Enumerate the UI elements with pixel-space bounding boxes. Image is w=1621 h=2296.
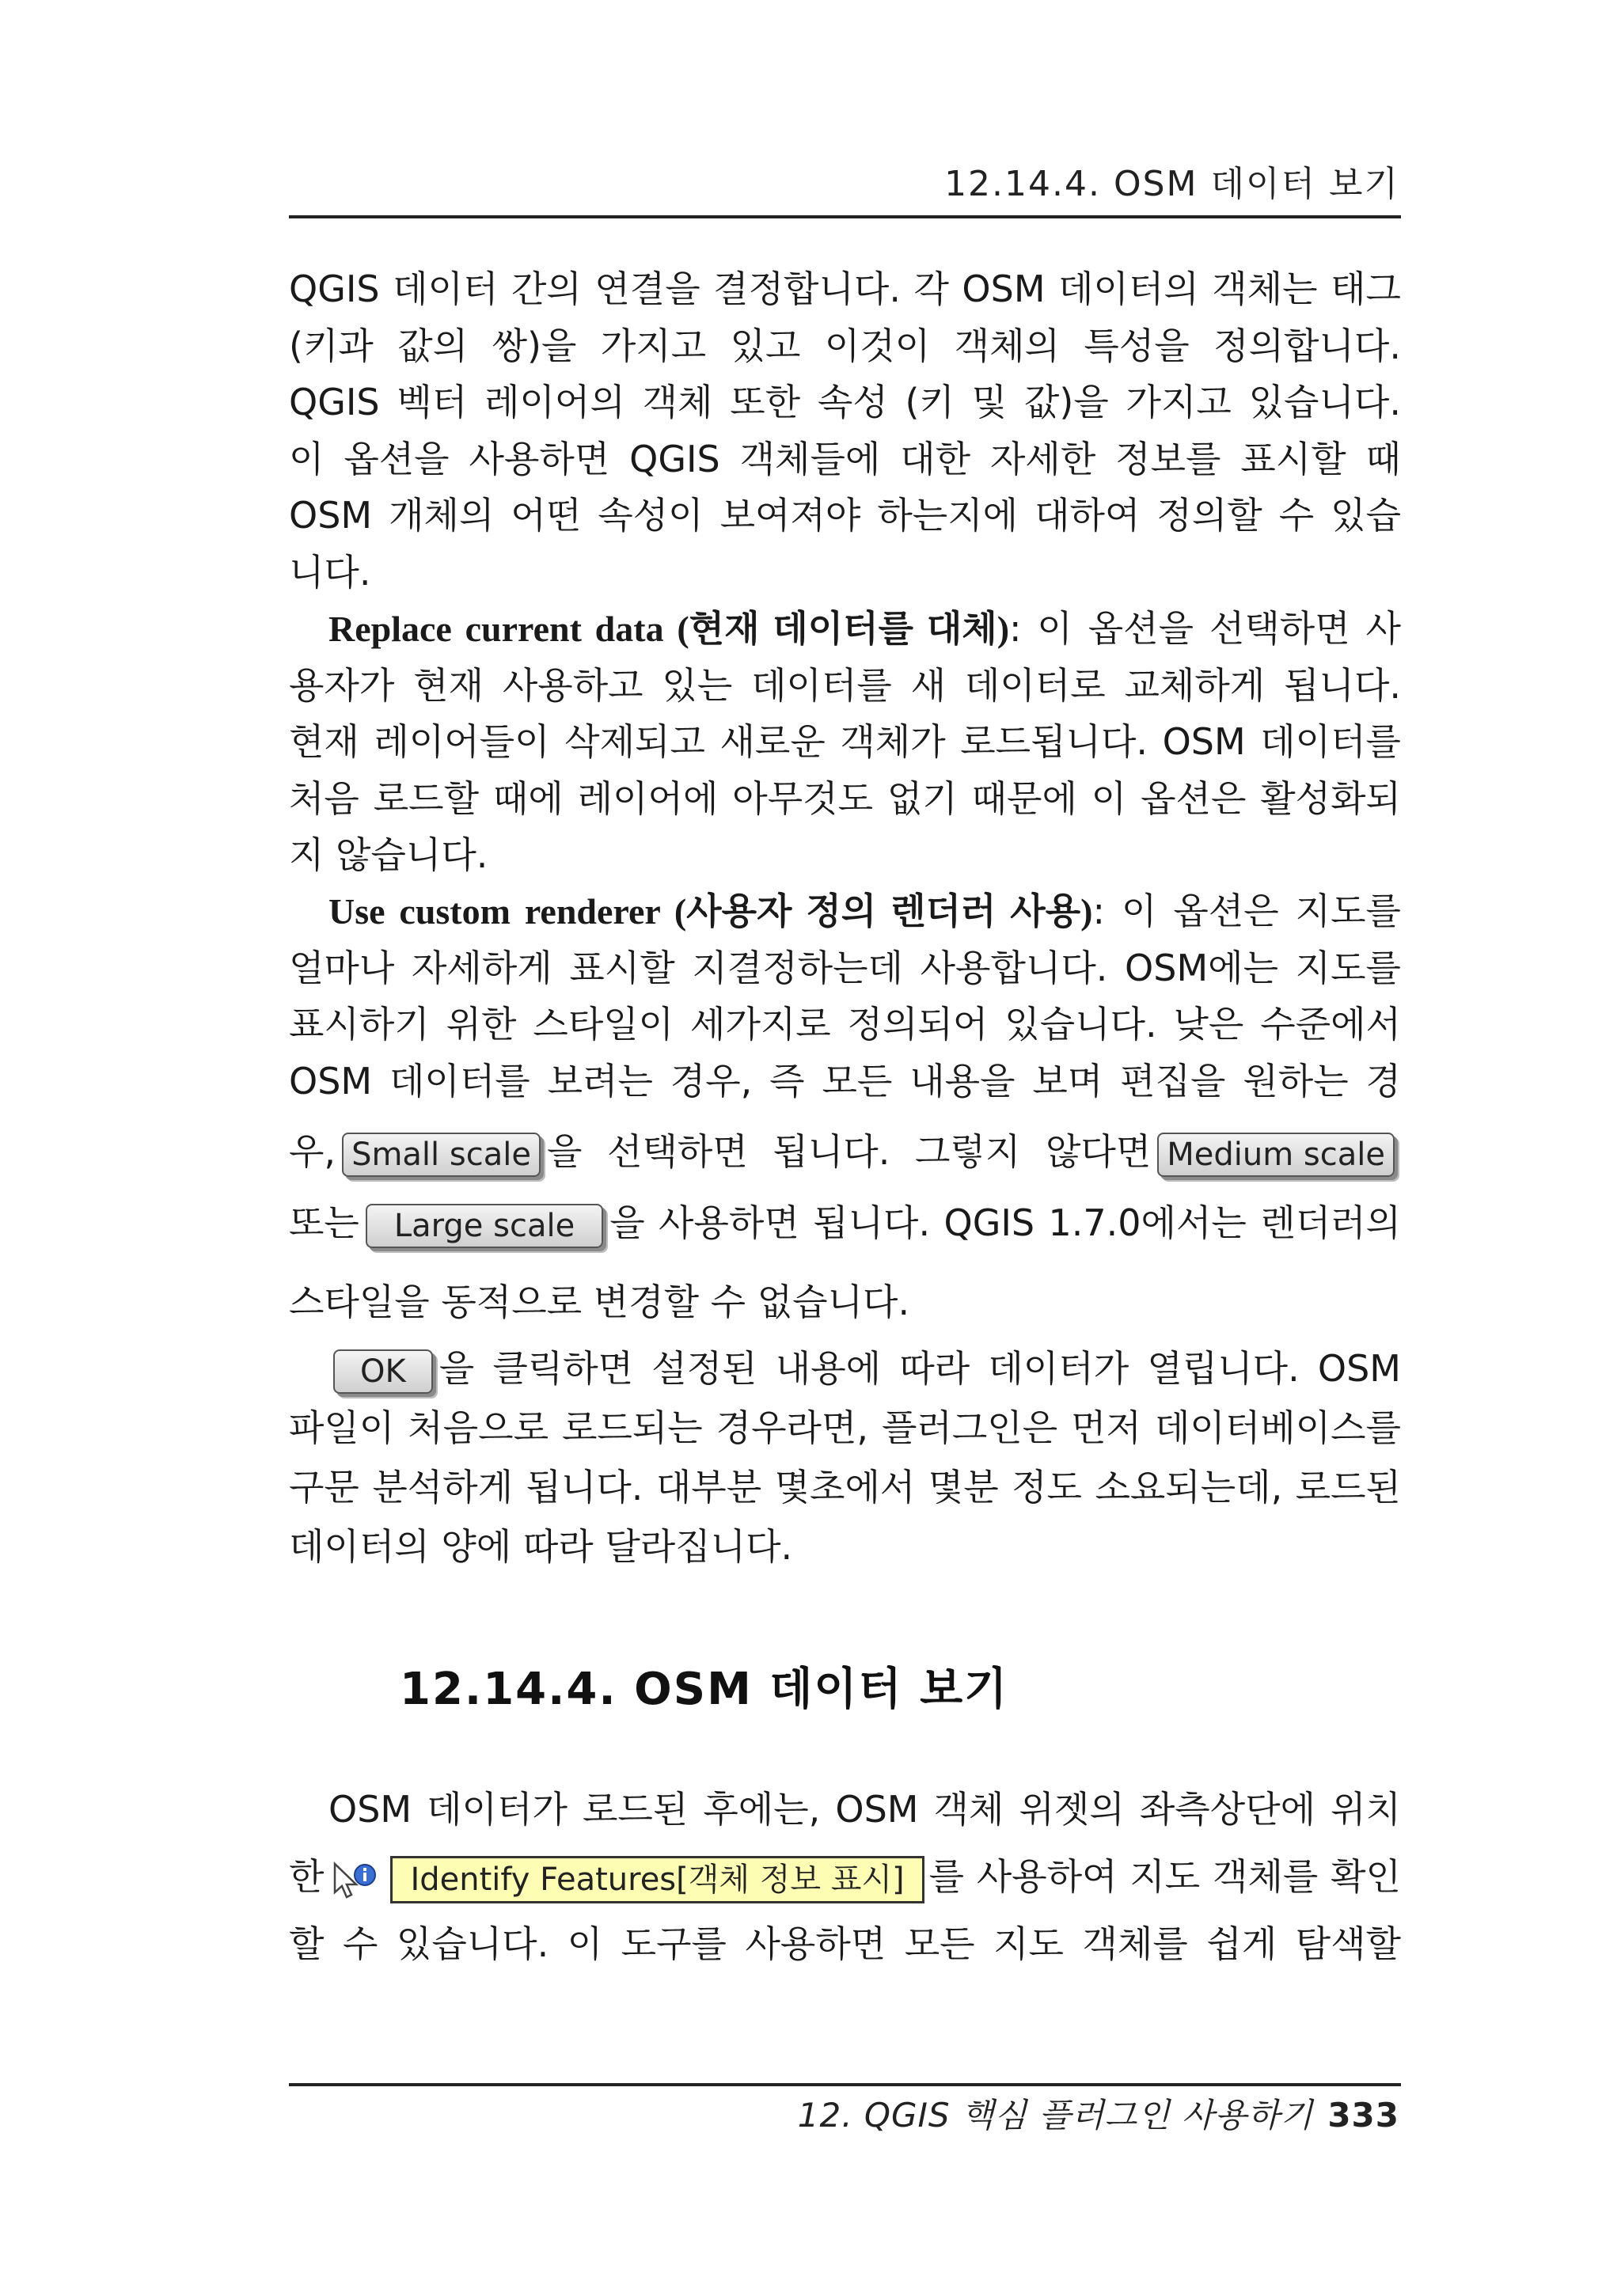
paragraph-ok bbox=[289, 1339, 1401, 1577]
paragraph-view-data bbox=[289, 1776, 1401, 1978]
text-line: 데이터의 양에 따라 달라집니다. bbox=[289, 1525, 793, 1568]
paragraph-scale-tail bbox=[289, 1274, 1401, 1331]
text-fragment: : 이 옵션을 선택하면 사 bbox=[1009, 607, 1401, 650]
text-line bbox=[289, 1116, 1401, 1187]
text-line: 표시하기 위한 스타일이 세가지로 정의되어 있습니다. 낮은 수준에서 bbox=[289, 1003, 1401, 1046]
text-line: OSM 개체의 어떤 속성이 보여져야 하는지에 대하여 정의할 수 있습 bbox=[289, 494, 1401, 537]
large-scale-button[interactable]: Large scale bbox=[366, 1204, 603, 1248]
footer-chapter: 12. QGIS 핵심 플러그인 사용하기 bbox=[797, 2096, 1314, 2135]
text-fragment: 을 사용하면 됩니다. QGIS 1.7.0에서는 렌더러의 bbox=[609, 1201, 1401, 1244]
section-heading: 12.14.4. OSM 데이터 보기 bbox=[400, 1664, 1009, 1715]
text-line: 이 옵션을 사용하면 QGIS 객체들에 대한 자세한 정보를 표시할 때 bbox=[289, 437, 1401, 480]
text-fragment: 또는 bbox=[289, 1201, 359, 1244]
text-line bbox=[289, 883, 1401, 940]
text-fragment: 를 사용하여 지도 객체를 확인 bbox=[928, 1855, 1401, 1898]
text-fragment: 을 클릭하면 설정된 내용에 따라 데이터가 열립니다. OSM bbox=[438, 1347, 1401, 1390]
text-line: 니다. bbox=[289, 550, 371, 594]
header-rule bbox=[289, 215, 1401, 218]
text-fragment: 을 선택하면 됩니다. 그렇지 않다면 bbox=[546, 1130, 1152, 1173]
medium-scale-button[interactable]: Medium scale bbox=[1157, 1133, 1395, 1177]
text-line bbox=[289, 601, 1401, 658]
text-line: QGIS 벡터 레이어의 객체 또한 속성 (키 및 값)을 가지고 있습니다. bbox=[289, 381, 1401, 423]
text-line: 지 않습니다. bbox=[289, 833, 488, 876]
footer-rule bbox=[289, 2083, 1401, 2086]
text-line: OSM 데이터가 로드된 후에는, OSM 객체 위젯의 좌측상단에 위치 bbox=[328, 1788, 1401, 1831]
text-line bbox=[289, 1187, 1401, 1258]
text-line: 얼마나 자세하게 표시할 지결정하는데 사용합니다. OSM에는 지도를 bbox=[289, 946, 1401, 989]
text-line: 할 수 있습니다. 이 도구를 사용하면 모든 지도 객체를 쉽게 탐색할 bbox=[289, 1922, 1401, 1965]
term-replace-current-data: Replace current data (현재 데이터를 대체) bbox=[328, 609, 1010, 649]
text-line: 파일이 처음으로 로드되는 경우라면, 플러그인은 먼저 데이터베이스를 bbox=[289, 1406, 1401, 1449]
term-use-custom-renderer: Use custom renderer (사용자 정의 렌더러 사용) bbox=[328, 891, 1093, 932]
text-fragment: 한 bbox=[289, 1855, 325, 1898]
identify-cursor-icon[interactable] bbox=[330, 1858, 379, 1902]
page-footer bbox=[798, 2089, 1399, 2137]
text-line: 용자가 현재 사용하고 있는 데이터를 새 데이터로 교체하게 됩니다. bbox=[289, 663, 1401, 707]
text-line bbox=[289, 1339, 1401, 1398]
text-line: 현재 레이어들이 삭제되고 새로운 객체가 로드됩니다. OSM 데이터를 bbox=[289, 720, 1401, 763]
paragraph-replace-data bbox=[289, 601, 1401, 884]
text-line: 처음 로드할 때에 레이어에 아무것도 없기 때문에 이 옵션은 활성화되 bbox=[289, 776, 1401, 820]
small-scale-button[interactable]: Small scale bbox=[342, 1133, 541, 1177]
paragraph-scale-buttons bbox=[289, 1116, 1401, 1258]
identify-features-tool[interactable]: Identify Features[객체 정보 표시] bbox=[390, 1856, 924, 1903]
text-line bbox=[289, 1843, 1401, 1911]
text-line: (키과 값의 쌍)을 가지고 있고 이것이 객체의 특성을 정의합니다. bbox=[289, 324, 1401, 367]
text-line: QGIS 데이터 간의 연결을 결정합니다. 각 OSM 데이터의 객체는 태그 bbox=[289, 268, 1401, 310]
running-header: 12.14.4. OSM 데이터 보기 bbox=[944, 164, 1399, 204]
text-fragment: 우, bbox=[289, 1130, 336, 1173]
paragraph-intro bbox=[289, 261, 1401, 601]
text-line: OSM 데이터를 보려는 경우, 즉 모든 내용을 보며 편집을 원하는 경 bbox=[289, 1059, 1401, 1102]
ok-button[interactable]: OK bbox=[333, 1349, 433, 1394]
page-number: 333 bbox=[1327, 2096, 1399, 2135]
text-line: 스타일을 동적으로 변경할 수 없습니다. bbox=[289, 1281, 910, 1323]
paragraph-custom-renderer bbox=[289, 883, 1401, 1110]
text-line: 구문 분석하게 됩니다. 대부분 몇초에서 몇분 정도 소요되는데, 로드된 bbox=[289, 1466, 1401, 1509]
text-fragment: : 이 옵션은 지도를 bbox=[1092, 890, 1401, 932]
